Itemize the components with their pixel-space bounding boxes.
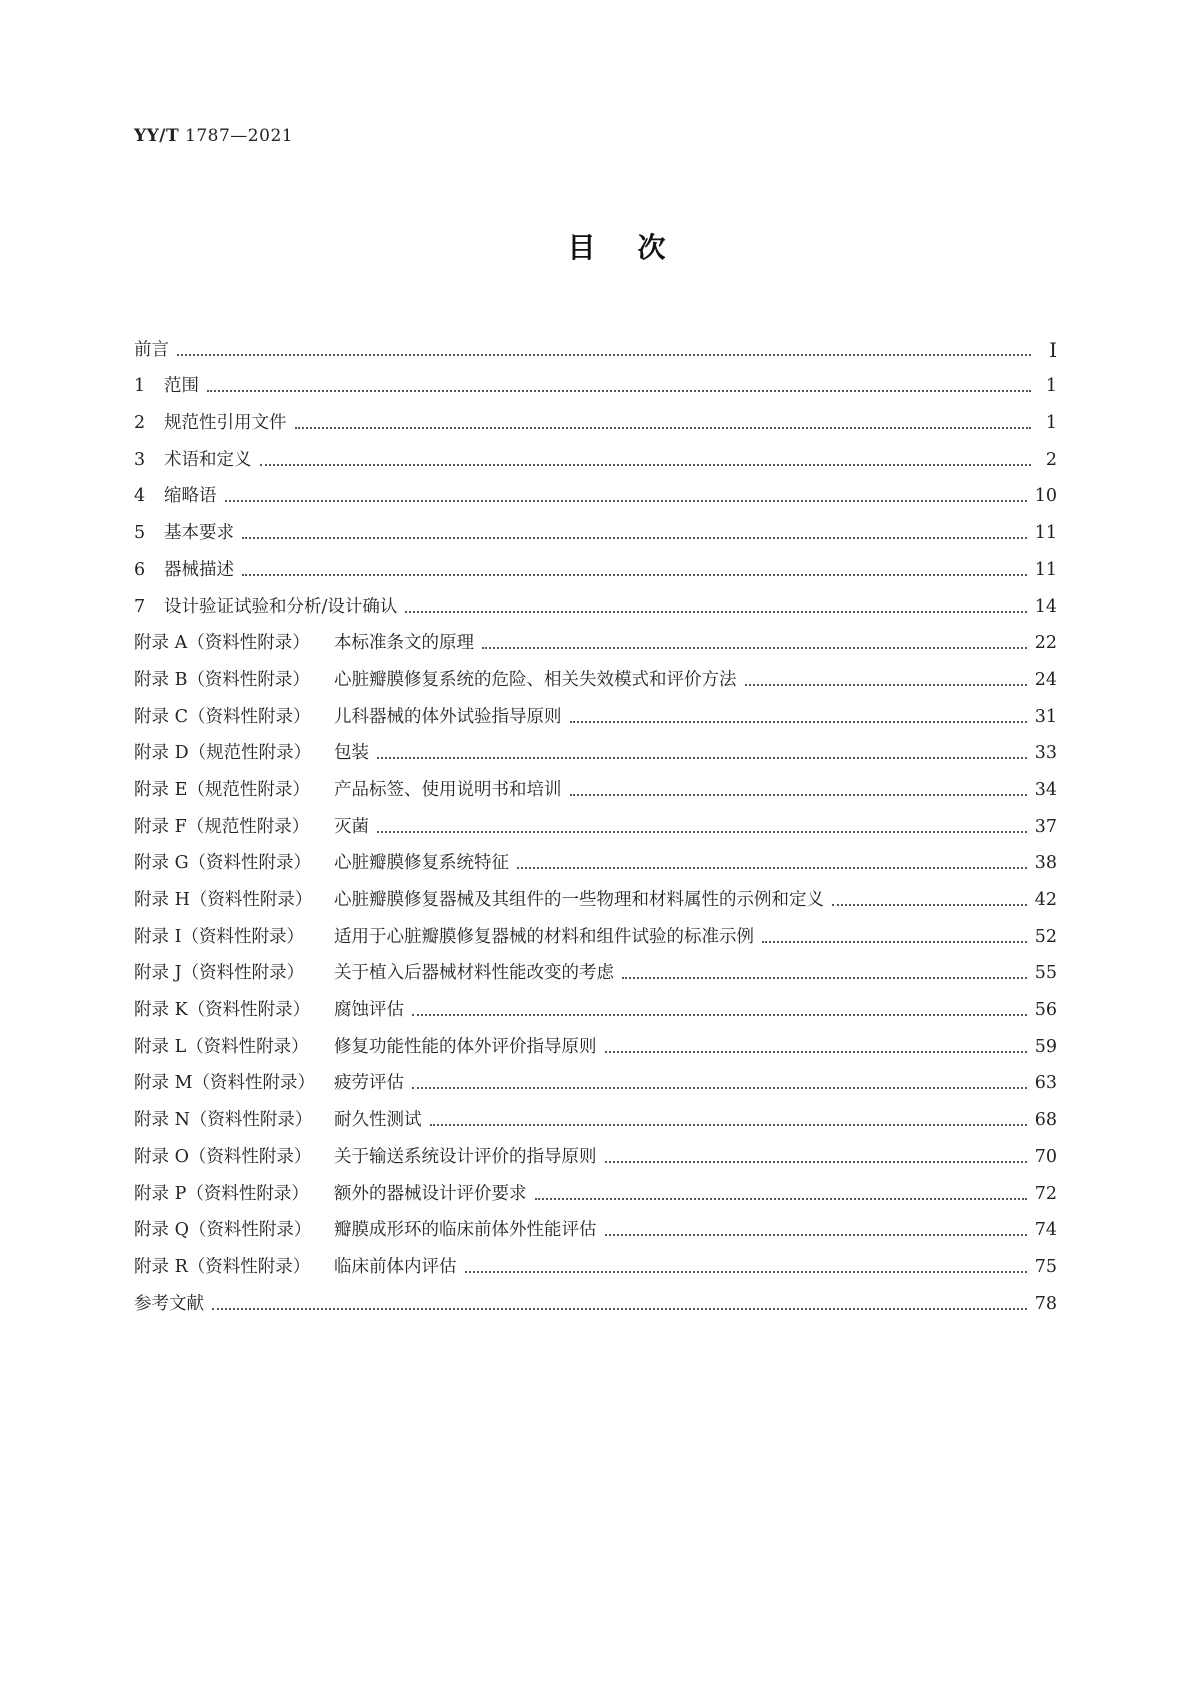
toc-entry-appendix: 附录 N（资料性附录） — [134, 1110, 313, 1131]
toc-entry-label: 儿科器械的体外试验指导原则 — [334, 706, 562, 727]
toc-entry-page: Ⅰ — [1049, 337, 1057, 362]
toc-entry-label: 适用于心脏瓣膜修复器械的材料和组件试验的标准示例 — [334, 926, 754, 947]
toc-entry-page: 55 — [1034, 963, 1057, 984]
toc-entry[interactable] — [134, 1132, 1057, 1169]
toc-leader-dots — [832, 903, 1027, 906]
toc-leader-dots — [260, 463, 1032, 466]
toc-leader-dots — [242, 573, 1027, 576]
toc-entry-label: 额外的器械设计评价要求 — [334, 1183, 527, 1204]
toc-entry-label: 疲劳评估 — [334, 1073, 404, 1094]
toc-entry-label: 参考文献 — [134, 1293, 204, 1314]
toc-entry-appendix: 附录 K（资料性附录） — [134, 1000, 311, 1021]
toc-entry-appendix: 附录 A（资料性附录） — [134, 633, 310, 654]
toc-entry[interactable] — [134, 875, 1057, 912]
toc-entry[interactable] — [134, 508, 1057, 545]
toc-entry-label: 术语和定义 — [164, 449, 252, 470]
toc-entry[interactable] — [134, 912, 1057, 949]
toc-entry[interactable] — [134, 802, 1057, 839]
toc-leader-dots — [535, 1197, 1027, 1200]
toc-entry-label: 规范性引用文件 — [164, 413, 287, 434]
document-code-number: 1787—2021 — [185, 126, 294, 146]
toc-entry-page: 75 — [1034, 1256, 1057, 1277]
toc-entry-appendix: 附录 M（资料性附录） — [134, 1073, 315, 1094]
toc-entry-page: 68 — [1034, 1110, 1057, 1131]
toc-leader-dots — [430, 1123, 1027, 1126]
toc-entry-page: 10 — [1034, 486, 1057, 507]
toc-leader-dots — [212, 1307, 1027, 1310]
toc-entry[interactable] — [134, 1095, 1057, 1132]
toc-leader-dots — [605, 1233, 1027, 1236]
toc-entry-label: 缩略语 — [164, 486, 217, 507]
toc-entry[interactable] — [134, 435, 1057, 472]
toc-title: 目次 — [567, 231, 708, 264]
toc-entry-number: 6 — [134, 559, 146, 580]
toc-leader-dots — [622, 976, 1027, 979]
toc-entry-appendix: 附录 G（资料性附录） — [134, 853, 312, 874]
toc-entry-page: 22 — [1034, 633, 1057, 654]
toc-entry-page: 31 — [1034, 706, 1057, 727]
toc-entry[interactable] — [134, 582, 1057, 619]
toc-entry-label: 范围 — [164, 376, 199, 397]
toc-entry-label: 心脏瓣膜修复系统特征 — [334, 853, 509, 874]
document-code — [134, 126, 293, 146]
toc-entry-appendix: 附录 J（资料性附录） — [134, 963, 305, 984]
toc-leader-dots — [377, 830, 1027, 833]
toc-leader-dots — [605, 1160, 1027, 1163]
toc-entry-number: 5 — [134, 523, 146, 544]
toc-entry[interactable] — [134, 1279, 1057, 1316]
toc-leader-dots — [295, 426, 1032, 429]
toc-entry-page: 74 — [1034, 1220, 1057, 1241]
toc-leader-dots — [242, 536, 1027, 539]
toc-leader-dots — [570, 720, 1027, 723]
toc-entry-label: 临床前体内评估 — [334, 1256, 457, 1277]
toc-entry[interactable] — [134, 362, 1057, 399]
toc-leader-dots — [405, 610, 1026, 613]
toc-entry[interactable] — [134, 619, 1057, 656]
toc-entry-page: 34 — [1034, 779, 1057, 800]
toc-entry-page: 63 — [1034, 1073, 1057, 1094]
toc-entry-label: 本标准条文的原理 — [334, 633, 474, 654]
toc-entry-appendix: 附录 Q（资料性附录） — [134, 1220, 312, 1241]
toc-entry-label: 设计验证试验和分析/设计确认 — [164, 596, 398, 617]
toc-entry[interactable] — [134, 1206, 1057, 1243]
toc-entry[interactable] — [134, 1059, 1057, 1096]
toc-entry-appendix: 附录 L（资料性附录） — [134, 1036, 309, 1057]
toc-entry-label: 产品标签、使用说明书和培训 — [334, 779, 562, 800]
toc-entry-page: 78 — [1034, 1293, 1057, 1314]
toc-entry-page: 11 — [1034, 559, 1057, 580]
toc-entry-page: 70 — [1034, 1146, 1057, 1167]
toc-entry-page: 11 — [1034, 523, 1057, 544]
toc-entry-label: 基本要求 — [164, 523, 234, 544]
toc-entry-number: 3 — [134, 449, 146, 470]
toc-entry[interactable] — [134, 325, 1057, 362]
toc-entry[interactable] — [134, 839, 1057, 876]
toc-entry-label: 前言 — [134, 339, 169, 360]
toc-entry[interactable] — [134, 1022, 1057, 1059]
toc-entry-page: 1 — [1045, 413, 1057, 434]
toc-entry-page: 2 — [1045, 449, 1057, 470]
toc-entry-label: 瓣膜成形环的临床前体外性能评估 — [334, 1220, 597, 1241]
toc-entry-label: 关于输送系统设计评价的指导原则 — [334, 1146, 597, 1167]
document-code-prefix: YY/T — [134, 126, 180, 146]
toc-leader-dots — [517, 866, 1027, 869]
toc-entry-page: 37 — [1034, 816, 1057, 837]
toc-entry-label: 耐久性测试 — [334, 1110, 422, 1131]
toc-entry-label: 心脏瓣膜修复器械及其组件的一些物理和材料属性的示例和定义 — [334, 890, 824, 910]
toc-entry-page: 56 — [1034, 1000, 1057, 1021]
toc-entry-page: 24 — [1034, 669, 1057, 690]
toc-entry-page: 1 — [1045, 376, 1057, 397]
toc-leader-dots — [465, 1270, 1027, 1273]
toc-leader-dots — [177, 353, 1031, 356]
toc-entry-number: 7 — [134, 596, 146, 617]
toc-entry-appendix: 附录 P（资料性附录） — [134, 1183, 309, 1204]
toc-entry[interactable] — [134, 729, 1057, 766]
toc-leader-dots — [412, 1013, 1027, 1016]
toc-entry-number: 2 — [134, 413, 146, 434]
toc-entry-page: 42 — [1034, 890, 1057, 910]
toc-leader-dots — [745, 683, 1027, 686]
toc-entry[interactable] — [134, 472, 1057, 509]
toc-entry-appendix: 附录 O（资料性附录） — [134, 1146, 312, 1167]
toc-entry-label: 关于植入后器械材料性能改变的考虑 — [334, 963, 614, 984]
toc-leader-dots — [570, 793, 1027, 796]
toc-entry-number: 1 — [134, 376, 146, 397]
toc-entry-page: 72 — [1034, 1183, 1057, 1204]
toc-entry-appendix: 附录 F（规范性附录） — [134, 816, 310, 837]
toc-entry-label: 修复功能性能的体外评价指导原则 — [334, 1036, 597, 1057]
toc-leader-dots — [605, 1050, 1027, 1053]
toc-entry[interactable] — [134, 765, 1057, 802]
toc-entry-label: 器械描述 — [164, 559, 234, 580]
toc-entry-appendix: 附录 D（规范性附录） — [134, 743, 312, 764]
toc-entry-page: 33 — [1034, 743, 1057, 764]
toc-entry[interactable] — [134, 1169, 1057, 1206]
toc-entry[interactable] — [134, 1242, 1057, 1279]
toc-entry-number: 4 — [134, 486, 146, 507]
toc-entry-appendix: 附录 C（资料性附录） — [134, 706, 311, 727]
toc-leader-dots — [377, 756, 1027, 759]
toc-entry-page: 52 — [1034, 926, 1057, 947]
toc-leader-dots — [762, 940, 1027, 943]
toc-entry[interactable] — [134, 398, 1057, 435]
toc-entry-label: 心脏瓣膜修复系统的危险、相关失效模式和评价方法 — [334, 669, 737, 690]
toc-entry-appendix: 附录 B（资料性附录） — [134, 669, 310, 690]
toc-entry-page: 14 — [1034, 596, 1057, 617]
toc-entry[interactable] — [134, 692, 1057, 729]
toc-entry[interactable] — [134, 545, 1057, 582]
toc-leader-dots — [412, 1086, 1027, 1089]
toc-entry-appendix: 附录 E（规范性附录） — [134, 779, 310, 800]
toc-entry-label: 灭菌 — [334, 816, 369, 837]
toc-entry-label: 腐蚀评估 — [334, 1000, 404, 1021]
toc-leader-dots — [225, 499, 1027, 502]
toc-leader-dots — [207, 389, 1031, 392]
toc-entry-appendix: 附录 H（资料性附录） — [134, 890, 313, 910]
toc-entry[interactable] — [134, 655, 1057, 692]
toc-entry-appendix: 附录 I（资料性附录） — [134, 926, 304, 947]
table-of-contents — [134, 325, 1057, 1316]
toc-entry-appendix: 附录 R（资料性附录） — [134, 1256, 311, 1277]
toc-entry-page: 38 — [1034, 853, 1057, 874]
toc-entry-page: 59 — [1034, 1036, 1057, 1057]
toc-entry[interactable] — [134, 985, 1057, 1022]
toc-entry-label: 包装 — [334, 743, 369, 764]
toc-entry[interactable] — [134, 949, 1057, 986]
toc-leader-dots — [482, 646, 1027, 649]
